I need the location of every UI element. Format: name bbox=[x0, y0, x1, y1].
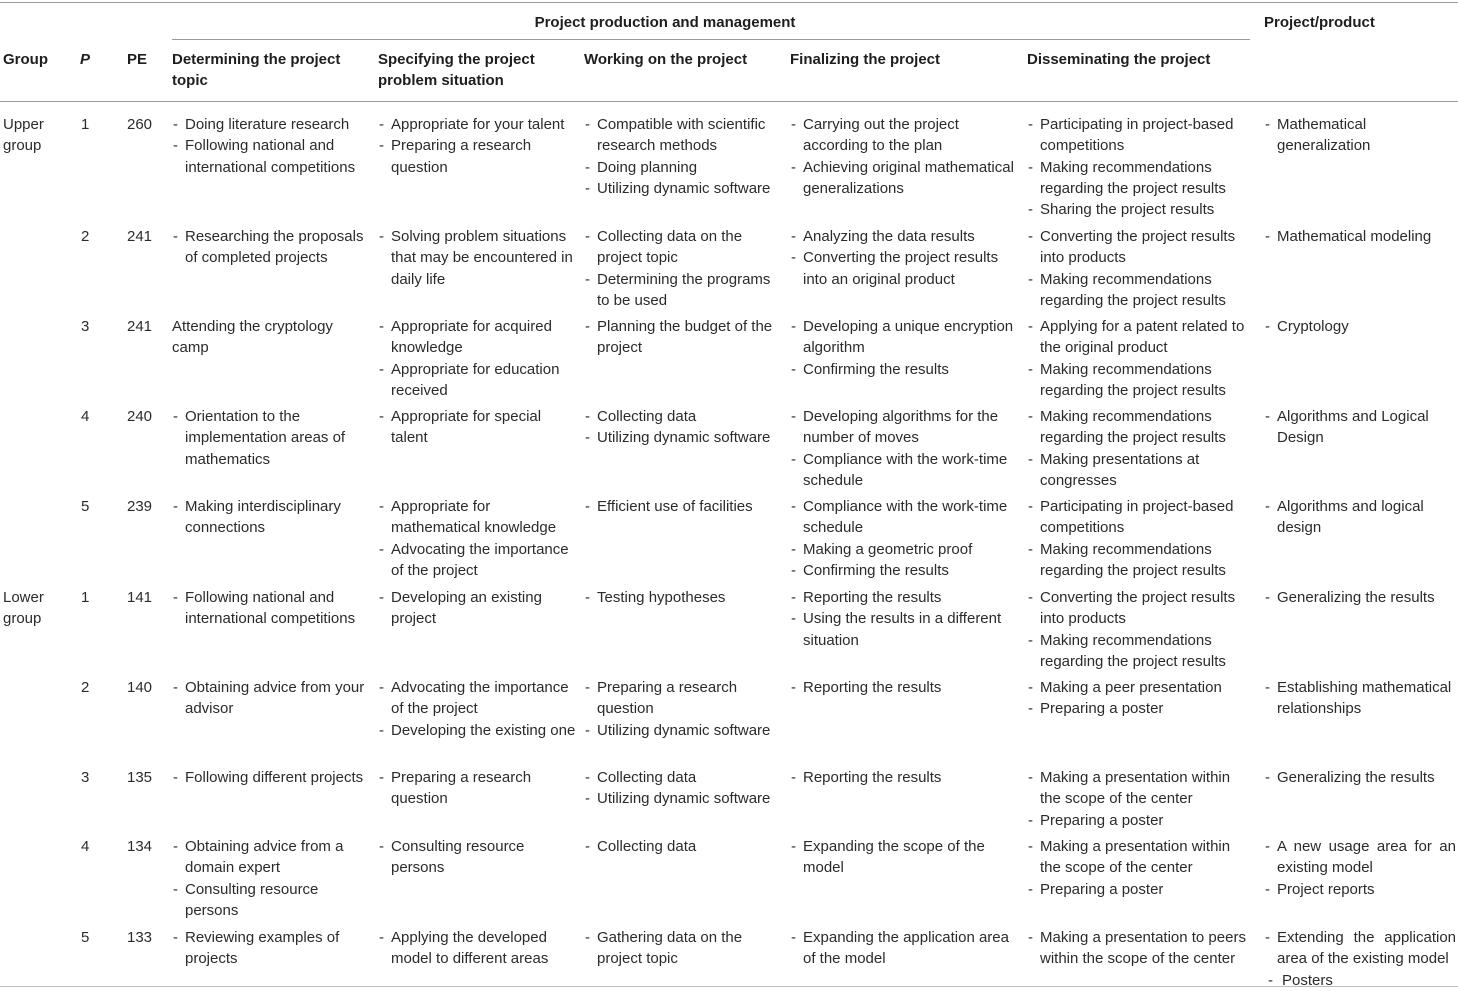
list-item: - Solving problem situations that may be encountered in daily life bbox=[378, 226, 576, 290]
list-item: - Analyzing the data results bbox=[790, 226, 1016, 247]
cell-pe: 239 bbox=[127, 498, 153, 515]
list-item: - Making recommendations regarding the project results bbox=[1027, 269, 1255, 312]
cell-finalizing bbox=[790, 226, 1016, 290]
list-item: - Compliance with the work-time schedule bbox=[790, 496, 1016, 539]
cell-topic bbox=[172, 587, 368, 630]
list-item: - Following national and international competitions bbox=[172, 135, 368, 178]
cell-p: 2 bbox=[81, 228, 90, 245]
cell-topic bbox=[172, 114, 368, 178]
list-item: - Preparing a research question bbox=[378, 767, 576, 810]
cell-disseminating bbox=[1027, 836, 1255, 900]
cell-topic bbox=[172, 836, 368, 921]
list-item: - Advocating the importance of the project bbox=[378, 677, 576, 720]
list-item: - Making interdisciplinary connections bbox=[172, 496, 368, 539]
list-item: - Gathering data on the project topic bbox=[584, 927, 780, 970]
cell-finalizing bbox=[790, 836, 1016, 879]
list-item: - Researching the proposals of completed projects bbox=[172, 226, 368, 269]
list-item: - Mathematical generalization bbox=[1264, 114, 1456, 157]
list-item: - Collecting data bbox=[584, 406, 780, 427]
cell-p: 2 bbox=[81, 679, 90, 696]
list-item: - Cryptology bbox=[1264, 316, 1456, 337]
cell-pe: 141 bbox=[127, 589, 153, 606]
list-item: - Developing algorithms for the number of moves bbox=[790, 406, 1016, 449]
cell-pe: 135 bbox=[127, 769, 153, 786]
list-item: - Making a presentation within the scope of the center bbox=[1027, 836, 1255, 879]
header-disseminating: Disseminating the project bbox=[1027, 51, 1211, 68]
list-item: - Making recommendations regarding the project results bbox=[1027, 539, 1255, 582]
cell-group: Lower group bbox=[3, 589, 44, 628]
list-item: - Applying for a patent related to the original product bbox=[1027, 316, 1255, 359]
list-item: - Developing the existing one bbox=[378, 720, 576, 741]
cell-product bbox=[1264, 587, 1456, 608]
cell-topic bbox=[172, 496, 368, 539]
list-item: - Making a peer presentation bbox=[1027, 677, 1255, 698]
list-item: - Consulting resource persons bbox=[172, 879, 368, 922]
cell-pe: 133 bbox=[127, 929, 153, 946]
list-item: - Following national and international competitions bbox=[172, 587, 368, 630]
list-item: - Expanding the scope of the model bbox=[790, 836, 1016, 879]
list-item: - Applying the developed model to different areas bbox=[378, 927, 576, 970]
cell-problem bbox=[378, 226, 576, 290]
list-item: - A new usage area for an existing model bbox=[1264, 836, 1456, 879]
cell-p: 1 bbox=[81, 116, 90, 133]
cell-p: 4 bbox=[81, 838, 90, 855]
header-problem: Specifying the project problem situation bbox=[378, 51, 535, 90]
cell-product bbox=[1264, 114, 1456, 157]
header-topic: Determining the project topic bbox=[172, 51, 341, 90]
list-item: - Project reports bbox=[1264, 879, 1456, 900]
cell-pe: 241 bbox=[127, 318, 153, 335]
list-item: Attending the cryptology camp bbox=[172, 318, 333, 357]
list-item: - Participating in project-based competitions bbox=[1027, 114, 1255, 157]
list-item: - Carrying out the project according to the plan bbox=[790, 114, 1016, 157]
list-item: - Collecting data bbox=[584, 767, 780, 788]
cell-finalizing bbox=[790, 677, 1016, 698]
list-item: - Preparing a poster bbox=[1027, 698, 1255, 719]
list-item: - Confirming the results bbox=[790, 359, 1016, 380]
list-item: - Making a presentation to peers within the scope of the center bbox=[1027, 927, 1255, 970]
cell-p: 1 bbox=[81, 589, 90, 606]
list-item: - Making presentations at congresses bbox=[1027, 449, 1255, 492]
list-item: - Appropriate for your talent bbox=[378, 114, 576, 135]
cell-problem bbox=[378, 767, 576, 810]
list-item: - Making recommendations regarding the project results bbox=[1027, 406, 1255, 449]
cell-finalizing bbox=[790, 406, 1016, 491]
cell-finalizing bbox=[790, 587, 1016, 651]
list-item: - Mathematical modeling bbox=[1264, 226, 1456, 247]
cell-problem bbox=[378, 927, 576, 970]
cell-group: Upper group bbox=[3, 116, 44, 155]
list-item: - Utilizing dynamic software bbox=[584, 720, 780, 741]
list-item: - Developing a unique encryption algorithm bbox=[790, 316, 1016, 359]
cell-topic bbox=[172, 226, 368, 269]
cell-pe: 260 bbox=[127, 116, 153, 133]
list-item: - Utilizing dynamic software bbox=[584, 178, 780, 199]
list-item: - Making recommendations regarding the project results bbox=[1027, 630, 1255, 673]
header-pe: PE bbox=[127, 51, 148, 68]
list-item: - Establishing mathematical relationships bbox=[1264, 677, 1456, 720]
cell-product bbox=[1264, 767, 1456, 788]
list-item: - Advocating the importance of the project bbox=[378, 539, 576, 582]
cell-disseminating bbox=[1027, 114, 1255, 220]
list-item: - Consulting resource persons bbox=[378, 836, 576, 879]
cell-working bbox=[584, 226, 780, 311]
cell-problem bbox=[378, 406, 576, 449]
cell-disseminating bbox=[1027, 316, 1255, 401]
cell-problem bbox=[378, 836, 576, 879]
list-item: - Planning the budget of the project bbox=[584, 316, 780, 359]
list-item: - Appropriate for education received bbox=[378, 359, 576, 402]
cell-topic bbox=[172, 767, 368, 788]
list-item: - Appropriate for acquired knowledge bbox=[378, 316, 576, 359]
cell-p: 5 bbox=[81, 929, 90, 946]
list-item: - Following different projects bbox=[172, 767, 368, 788]
cell-disseminating bbox=[1027, 406, 1255, 491]
list-item: - Sharing the project results bbox=[1027, 199, 1255, 220]
list-item: - Preparing a poster bbox=[1027, 879, 1255, 900]
list-item: - Confirming the results bbox=[790, 560, 1016, 581]
header-working: Working on the project bbox=[584, 51, 748, 68]
cell-topic bbox=[172, 316, 368, 359]
cell-working bbox=[584, 114, 780, 199]
cell-working bbox=[584, 496, 780, 517]
header-group: Group bbox=[3, 51, 48, 68]
cell-product bbox=[1264, 496, 1456, 539]
cell-product bbox=[1264, 406, 1456, 449]
list-item: - Making recommendations regarding the project results bbox=[1027, 359, 1255, 402]
cell-disseminating bbox=[1027, 587, 1255, 672]
cell-working bbox=[584, 836, 780, 857]
cell-product bbox=[1264, 316, 1456, 337]
header-project-production: Project production and management bbox=[534, 14, 796, 31]
list-item: - Obtaining advice from a domain expert bbox=[172, 836, 368, 879]
cell-topic bbox=[172, 677, 368, 720]
header-project-product: Project/product bbox=[1264, 14, 1375, 31]
cell-p: 3 bbox=[81, 318, 90, 335]
list-item: - Reporting the results bbox=[790, 767, 1016, 788]
list-item: - Compatible with scientific research methods bbox=[584, 114, 780, 157]
list-item: - Reporting the results bbox=[790, 587, 1016, 608]
cell-problem bbox=[378, 587, 576, 630]
header-p: P bbox=[80, 51, 91, 68]
cell-p: 4 bbox=[81, 408, 90, 425]
cell-problem bbox=[378, 316, 576, 401]
list-item: - Orientation to the implementation areas of mathematics bbox=[172, 406, 368, 470]
cell-finalizing bbox=[790, 496, 1016, 581]
cell-topic bbox=[172, 927, 368, 970]
list-item: - Efficient use of facilities bbox=[584, 496, 780, 517]
cell-finalizing bbox=[790, 316, 1016, 380]
cell-pe: 241 bbox=[127, 228, 153, 245]
cell-product bbox=[1264, 226, 1456, 247]
list-item: - Utilizing dynamic software bbox=[584, 788, 780, 809]
cell-problem bbox=[378, 496, 576, 581]
header-finalizing: Finalizing the project bbox=[790, 51, 941, 68]
list-item: - Algorithms and Logical Design bbox=[1264, 406, 1456, 449]
cell-pe: 140 bbox=[127, 679, 153, 696]
list-item: - Testing hypotheses bbox=[584, 587, 780, 608]
list-item: - Extending the application area of the existing model bbox=[1264, 927, 1456, 970]
cell-problem bbox=[378, 114, 576, 178]
list-item: - Reporting the results bbox=[790, 677, 1016, 698]
list-item: - Generalizing the results bbox=[1264, 767, 1456, 788]
list-item: - Generalizing the results bbox=[1264, 587, 1456, 608]
list-item: - Converting the project results into an original product bbox=[790, 247, 1016, 290]
list-item: - Collecting data bbox=[584, 836, 780, 857]
table-top-rule bbox=[0, 2, 1458, 3]
cell-product bbox=[1264, 836, 1456, 900]
cell-working bbox=[584, 406, 780, 449]
list-item: - Preparing a research question bbox=[378, 135, 576, 178]
cell-finalizing bbox=[790, 114, 1016, 199]
list-item: - Doing planning bbox=[584, 157, 780, 178]
list-item: - Collecting data on the project topic bbox=[584, 226, 780, 269]
list-item: - Expanding the application area of the model bbox=[790, 927, 1016, 970]
cell-pe: 240 bbox=[127, 408, 153, 425]
list-item: - Appropriate for mathematical knowledge bbox=[378, 496, 576, 539]
list-item: - Making a geometric proof bbox=[790, 539, 1016, 560]
cell-pe: 134 bbox=[127, 838, 153, 855]
list-item: - Posters bbox=[1264, 970, 1456, 991]
list-item: - Obtaining advice from your advisor bbox=[172, 677, 368, 720]
cell-product bbox=[1264, 927, 1456, 991]
list-item: - Compliance with the work-time schedule bbox=[790, 449, 1016, 492]
list-item: - Developing an existing project bbox=[378, 587, 576, 630]
list-item: - Reviewing examples of projects bbox=[172, 927, 368, 970]
list-item: - Preparing a research question bbox=[584, 677, 780, 720]
cell-p: 5 bbox=[81, 498, 90, 515]
cell-finalizing bbox=[790, 927, 1016, 970]
list-item: - Algorithms and logical design bbox=[1264, 496, 1456, 539]
list-item: - Participating in project-based competitions bbox=[1027, 496, 1255, 539]
cell-problem bbox=[378, 677, 576, 741]
header-span-rule bbox=[172, 39, 1250, 40]
list-item: - Making a presentation within the scope of the center bbox=[1027, 767, 1255, 810]
list-item: - Doing literature research bbox=[172, 114, 368, 135]
list-item: - Utilizing dynamic software bbox=[584, 427, 780, 448]
header-bottom-rule bbox=[0, 101, 1458, 102]
cell-p: 3 bbox=[81, 769, 90, 786]
cell-working bbox=[584, 677, 780, 741]
cell-working bbox=[584, 927, 780, 970]
cell-working bbox=[584, 316, 780, 359]
list-item: - Preparing a poster bbox=[1027, 810, 1255, 831]
cell-disseminating bbox=[1027, 496, 1255, 581]
list-item: - Converting the project results into products bbox=[1027, 226, 1255, 269]
cell-disseminating bbox=[1027, 677, 1255, 720]
cell-topic bbox=[172, 406, 368, 470]
cell-disseminating bbox=[1027, 927, 1255, 970]
list-item: - Using the results in a different situation bbox=[790, 608, 1016, 651]
cell-working bbox=[584, 767, 780, 810]
cell-finalizing bbox=[790, 767, 1016, 788]
list-item: - Converting the project results into products bbox=[1027, 587, 1255, 630]
list-item: - Achieving original mathematical generalizations bbox=[790, 157, 1016, 200]
list-item: - Determining the programs to be used bbox=[584, 269, 780, 312]
cell-disseminating bbox=[1027, 226, 1255, 311]
list-item: - Making recommendations regarding the project results bbox=[1027, 157, 1255, 200]
cell-working bbox=[584, 587, 780, 608]
cell-disseminating bbox=[1027, 767, 1255, 831]
cell-product bbox=[1264, 677, 1456, 720]
list-item: - Appropriate for special talent bbox=[378, 406, 576, 449]
